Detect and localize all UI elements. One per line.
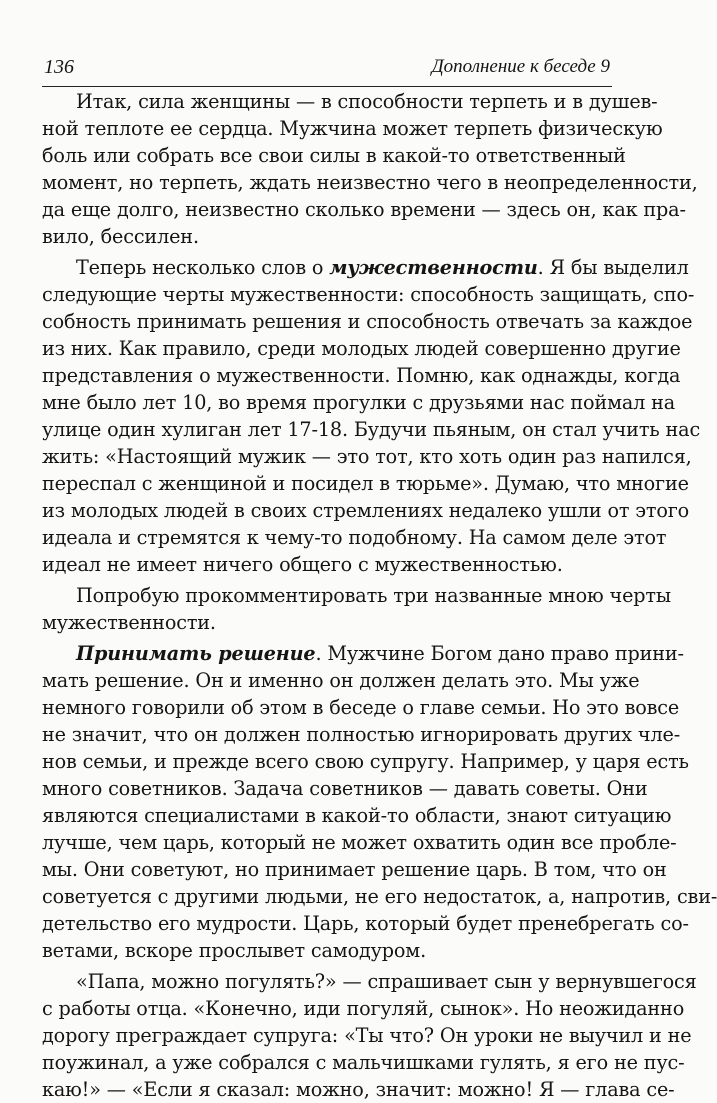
text-line: поужинал, а уже собрался с мальчишками гулять, я его не пус- <box>42 1051 685 1074</box>
page-number: 136 <box>44 56 74 78</box>
text-run: . Мужчине Богом дано право прини- <box>315 642 684 665</box>
text-line: детельство его мудрости. Царь, который будет пренебрегать со- <box>42 912 689 935</box>
text-line: да еще долго, неизвестно сколько времени — здесь он, как пра- <box>42 198 686 221</box>
text-line: следующие черты мужественности: способность защищать, спо- <box>42 283 695 306</box>
text-line: Итак, сила женщины — в способности терпеть и в душев- <box>76 90 658 113</box>
paragraph-2 <box>42 254 701 578</box>
emphasized-term: Принимать решение <box>76 642 316 665</box>
text-line: Попробую прокомментировать три названные мною черты <box>76 584 672 607</box>
text-line: жить: «Настоящий мужик — это тот, кто хоть один раз напился, <box>42 445 692 468</box>
text-line: боль или собрать все свои силы в какой-то ответственный <box>42 144 626 167</box>
text-line: идеала и стремятся к чему-то подобному. На самом деле этот <box>42 526 667 549</box>
text-line: идеал не имеет ничего общего с мужественностью. <box>42 553 563 576</box>
text-line: улице один хулиган лет 17-18. Будучи пьяным, он стал учить нас <box>42 418 701 441</box>
text-line: немного говорили об этом в беседе о главе семьи. Но это вовсе <box>42 696 680 719</box>
text-line: с работы отца. «Конечно, иди погуляй, сынок». Но неожиданно <box>42 997 685 1020</box>
text-line: мужественности. <box>42 611 216 634</box>
text-line: из них. Как правило, среди молодых людей совершенно другие <box>42 337 681 360</box>
text-line: мне было лет 10, во время прогулки с друзьями нас поймал на <box>42 391 676 414</box>
text-run: . Я бы выделил <box>537 256 689 279</box>
text-line: момент, но терпеть, ждать неизвестно чего в неопределенности, <box>42 171 698 194</box>
text-line: нов семьи, и прежде всего свою супругу. Например, у царя есть <box>42 750 689 773</box>
text-line: дорогу преграждает супруга: «Ты что? Он уроки не выучил и не <box>42 1024 692 1047</box>
text-line: не значит, что он должен полностью игнорировать других чле- <box>42 723 681 746</box>
emphasized-term: мужественности <box>329 256 538 279</box>
text-line: представления о мужественности. Помню, как однажды, когда <box>42 364 681 387</box>
text-line: переспал с женщиной и посидел в тюрьме». Думаю, что многие <box>42 472 689 495</box>
paragraph-5 <box>42 968 697 1103</box>
paragraph-1 <box>42 88 698 250</box>
text-line: из молодых людей в своих стремлениях недалеко ушли от этого <box>42 499 690 522</box>
text-line: являются специалистами в какой-то области, знают ситуацию <box>42 804 672 827</box>
text-line: много советников. Задача советников — давать советы. Они <box>42 777 648 800</box>
text-line: собность принимать решения и способность отвечать за каждое <box>42 310 693 333</box>
text-line: лучше, чем царь, который не может охватить один все пробле- <box>42 831 677 854</box>
running-header <box>42 56 612 87</box>
text-line: каю!» — «Если я сказал: можно, значит: можно! Я — глава се- <box>42 1078 675 1101</box>
text-line: ной теплоте ее сердца. Мужчина может терпеть физическую <box>42 117 663 140</box>
text-line: мы. Они советуют, но принимает решение царь. В том, что он <box>42 858 667 881</box>
text-line: советуется с другими людьми, не его недостаток, а, напротив, сви- <box>42 885 717 908</box>
text-line: «Папа, можно погулять?» — спрашивает сын у вернувшегося <box>76 970 697 993</box>
text-line <box>42 254 689 281</box>
text-run: Теперь несколько слов о <box>76 256 330 279</box>
body-text <box>42 88 717 1103</box>
paragraph-3 <box>42 582 672 636</box>
section-title: Дополнение к беседе 9 <box>431 56 610 77</box>
paragraph-4 <box>42 640 717 964</box>
text-line <box>42 640 684 667</box>
text-line: мать решение. Он и именно он должен делать это. Мы уже <box>42 669 640 692</box>
text-line: вило, бессилен. <box>42 225 199 248</box>
text-line: ветами, вскоре прослывет самодуром. <box>42 939 427 962</box>
